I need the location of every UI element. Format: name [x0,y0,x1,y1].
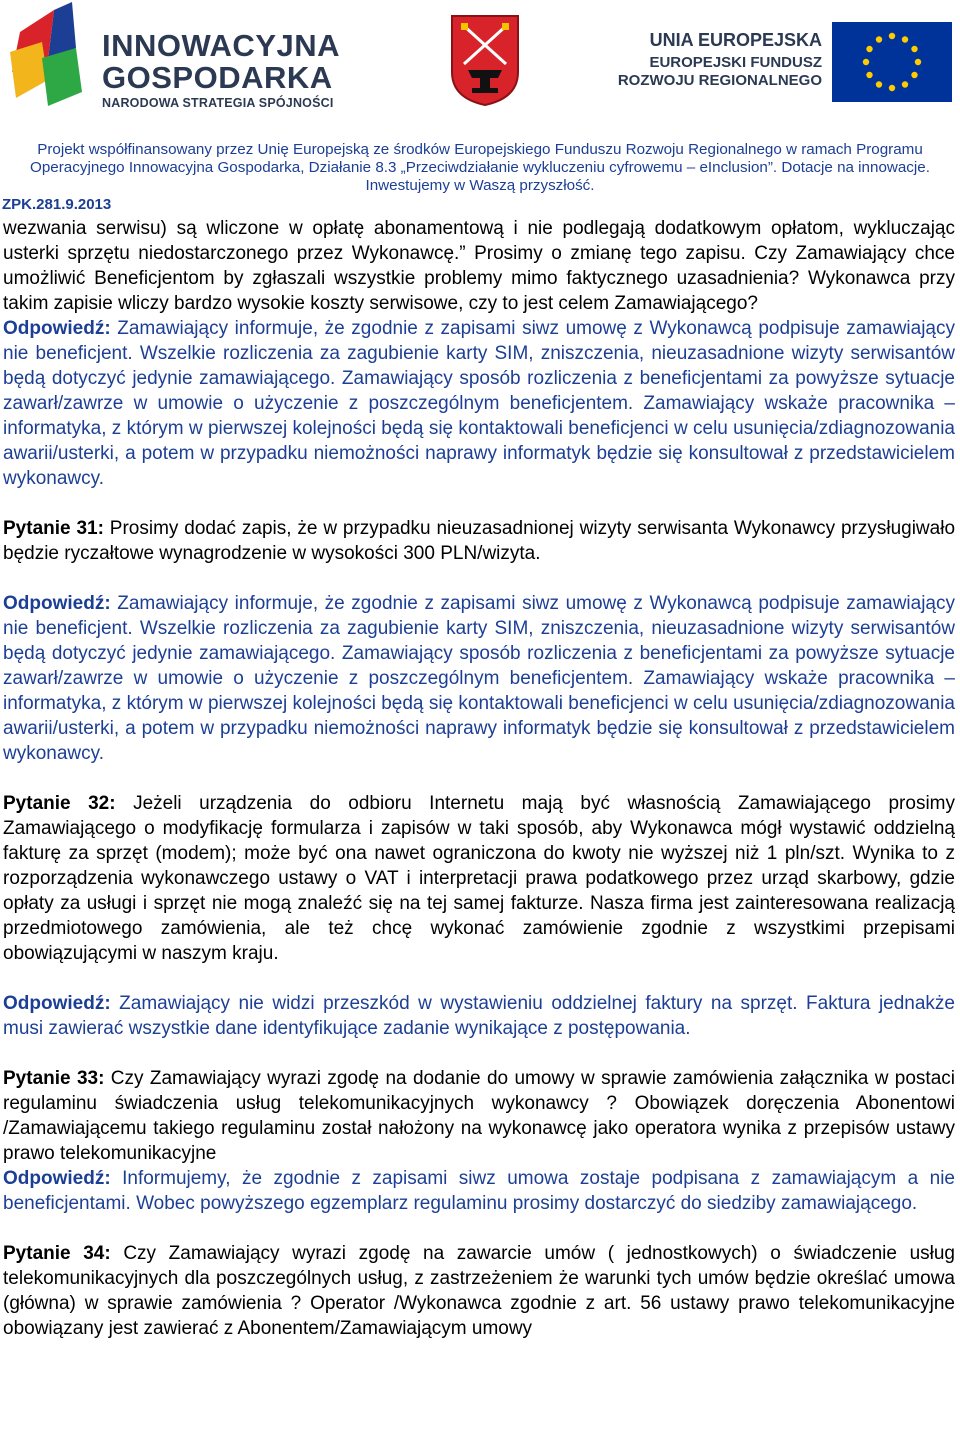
funding-notice [0,141,960,195]
eu-fund-logo [610,18,955,108]
ig-title-line2: GOSPODARKA [102,60,333,95]
ig-subtitle: NARODOWA STRATEGIA SPÓJNOŚCI [102,96,334,110]
answer-32 [3,991,955,1041]
answer-33 [3,1166,955,1216]
question-32 [3,791,955,966]
answer-text: Zamawiający informuje, że zgodnie z zapisami siwz umowę z Wykonawcą podpisuje zamawiający nie beneficjent. Wszelkie rozliczenia za zagubienie karty SIM, zniszczenia, nieuzasadnione wizyty serwisantów będą dotyczyć jedynie zamawiającego. Zamawiający sposób rozliczenia z beneficjentami za powyższe sytuacje zawarł/zawrze w umowie o użyczenie z poszczególnym beneficjentem. Zamawiający wskaże pracownika – informatyka, z którym w pierwszej kolejności będą się kontaktowali beneficjenci w celu usunięcia/zdiagnozowania awarii/usterki, a potem w przypadku niemożności naprawy informatyk będzie się konsultował z przedstawicielem wykonawcy. [3,318,955,489]
shield-crest-icon [450,12,520,107]
question-30-continuation [3,216,955,316]
innowacyjna-gospodarka-logo [2,2,352,112]
answer-31 [3,591,955,766]
answer-text: Informujemy, że zgodnie z zapisami siwz umowa zostaje podpisana z zamawiającym a nie beneficjentami. Wobec powyższego egzemplarz regulaminu prosimy dostarczyć do siedziby zamawiającego. [3,1168,955,1214]
question-label: Pytanie 34: [3,1243,111,1264]
answer-text: Zamawiający nie widzi przeszkód w wystawieniu oddzielnej faktury na sprzęt. Faktura jednakże musi zawierać wszystkie dane identyfikujące zadanie wynikające z postępowania. [3,993,955,1039]
answer-30 [3,316,955,491]
question-text: Czy Zamawiający wyrazi zgodę na dodanie do umowy w sprawie zamówienia załącznika w postaci regulaminu świadczenia usług telekomunikacyjnych wykonawcy ? Obowiązek doręczenia Abonentowi /Zamawiającemu takiego regulaminu został nałożony na wykonawcę jako operatora wynika z przepisów ustawy prawo telekomunikacyjne [3,1068,955,1164]
question-label: Pytanie 31: [3,518,104,539]
eu-fund-line2: ROZWOJU REGIONALNEGO [617,72,822,89]
coat-of-arms-logo [450,12,520,107]
eu-fund-line1: EUROPEJSKI FUNDUSZ [649,54,822,71]
reference-number: ZPK.281.9.2013 [2,196,112,213]
question-31 [3,516,955,566]
eu-title: UNIA EUROPEJSKA [649,30,822,50]
answer-label: Odpowiedź: [3,1168,111,1189]
question-text: Prosimy dodać zapis, że w przypadku nieuzasadnionej wizyty serwisanta Wykonawcy przysługiwało będzie ryczałtowe wynagrodzenie w wysokości 300 PLN/wizyta. [3,518,956,564]
answer-label: Odpowiedź: [3,593,111,614]
question-text: wezwania serwisu) są wliczone w opłatę abonamentową i nie podlegają dodatkowym opłatom, wykluczając usterki sprzętu niedostarczonego przez Wykonawcę.” Prosimy o zmianę tego zapisu. Czy Zamawiający chce umożliwić Beneficjentom by zgłaszali wszystkie problemy mimo faktycznego uzasadnienia? Wykonawca przy takim zapisie wliczy bardzo wysokie koszty serwisowe, czy to jest celem Zamawiającego? [3,218,955,314]
flame-emblem-icon [2,2,98,112]
question-text: Jeżeli urządzenia do odbioru Internetu mają być własnością Zamawiającego prosimy Zamawiającego o modyfikację formularza i zapisów w taki sposób, aby Wykonawca mógł wystawić oddzielną fakturę za sprzęt (modem); może być ona nawet ograniczona do kwoty nie wyższej niż 1 pln/szt. Wynika to z rozporządzenia wykonawczego ustawy o VAT i interpretacji prawa podatkowego przez urząd skarbowy, gdzie opłaty za usługi i sprzęt nie mogą znaleźć się na tej samej fakturze. Nasza firma jest zainteresowana realizacją przedmiotowego zamówienia, ale też chcę wykonać zamówienie zgodnie z wszystkimi przepisami obowiązującymi w naszym kraju. [3,793,955,964]
ig-title-line1: INNOWACYJNA [102,28,341,63]
document-body [3,216,955,1341]
answer-label: Odpowiedź: [3,993,111,1014]
answer-label: Odpowiedź: [3,318,111,339]
funding-line-1: Projekt współfinansowany przez Unię Europejską ze środków Europejskiego Funduszu Rozwoju Regionalnego w ramach Programu [37,141,923,158]
question-33 [3,1066,955,1166]
funding-line-3: Inwestujemy w Waszą przyszłość. [365,177,595,194]
funding-line-2: Operacyjnego Innowacyjna Gospodarka, Działanie 8.3 „Przeciwdziałanie wykluczeniu cyfrowemu – eInclusion”. Dotacje na innowacje. [30,159,930,176]
eu-flag-icon [832,22,952,102]
question-label: Pytanie 32: [3,793,116,814]
question-text: Czy Zamawiający wyrazi zgodę na zawarcie umów ( jednostkowych) o świadczenie usług telekomunikacyjnych dla poszczególnych usług, z zastrzeżeniem że warunki tych umów będzie określać umowa (główna) w sprawie zamówienia ? Operator /Wykonawca zgodnie z art. 56 ustawy prawo telekomunikacyjne obowiązany jest zawierać z Abonentem/Zamawiającym umowy [3,1243,955,1339]
question-34 [3,1241,955,1341]
question-label: Pytanie 33: [3,1068,105,1089]
answer-text: Zamawiający informuje, że zgodnie z zapisami siwz umowę z Wykonawcą podpisuje zamawiający nie beneficjent. Wszelkie rozliczenia za zagubienie karty SIM, zniszczenia, nieuzasadnione wizyty serwisantów będą dotyczyć jedynie zamawiającego. Zamawiający sposób rozliczenia z beneficjentami za powyższe sytuacje zawarł/zawrze w umowie o użyczenie z poszczególnym beneficjentem. Zamawiający wskaże pracownika – informatyka, z którym w pierwszej kolejności będą się kontaktowali beneficjenci w celu usunięcia/zdiagnozowania awarii/usterki, a potem w przypadku niemożności naprawy informatyk będzie się konsultował z przedstawicielem wykonawcy. [3,593,955,764]
header-logos [0,0,960,120]
